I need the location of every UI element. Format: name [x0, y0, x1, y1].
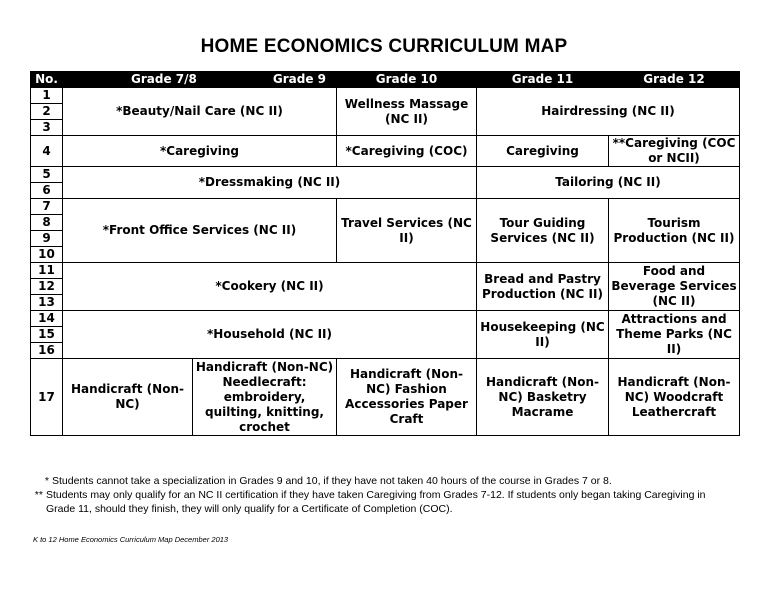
row-number: 6	[31, 183, 63, 199]
row-number: 7	[31, 199, 63, 215]
footnote	[33, 488, 713, 516]
cell-handicraft-12: Handicraft (Non-NC) Woodcraft Leathercraft	[609, 359, 740, 436]
cell-bread: Bread and Pastry Production (NC II)	[477, 263, 609, 311]
cell-front-office: *Front Office Services (NC II)	[63, 199, 337, 263]
cell-caregiving-11: Caregiving	[477, 136, 609, 167]
cell-handicraft-10: Handicraft (Non-NC) Fashion Accessories Paper Craft	[337, 359, 477, 436]
cell-caregiving-10: *Caregiving (COC)	[337, 136, 477, 167]
cell-travel: Travel Services (NC II)	[337, 199, 477, 263]
header-grade11: Grade 11	[477, 72, 609, 88]
row-number: 16	[31, 343, 63, 359]
cell-tailoring: Tailoring (NC II)	[477, 167, 740, 199]
cell-tourism: Tourism Production (NC II)	[609, 199, 740, 263]
row-number: 17	[31, 359, 63, 436]
footnote-mark: *	[44, 475, 49, 487]
header-grade9: Grade 9	[272, 72, 326, 86]
footnote-mark: **	[34, 489, 43, 501]
header-grade12: Grade 12	[609, 72, 740, 88]
row-number: 11	[31, 263, 63, 279]
cell-wellness: Wellness Massage (NC II)	[337, 88, 477, 136]
row-number: 13	[31, 295, 63, 311]
footnotes	[33, 474, 713, 516]
row-number: 15	[31, 327, 63, 343]
cell-handicraft-9: Handicraft (Non-NC) Needlecraft: embroidery, quilting, knitting, crochet	[193, 359, 337, 436]
curriculum-table	[30, 71, 740, 436]
document-footer: K to 12 Home Economics Curriculum Map December 2013	[33, 535, 229, 544]
header-no: No.	[31, 72, 63, 88]
footnote-text: Students cannot take a specialization in Grades 9 and 10, if they have not taken 40 hours of the course in Grades 7 or 8.	[52, 475, 612, 487]
cell-handicraft-11: Handicraft (Non-NC) Basketry Macrame	[477, 359, 609, 436]
cell-handicraft-78: Handicraft (Non-NC)	[63, 359, 193, 436]
row-number: 2	[31, 104, 63, 120]
header-grade10: Grade 10	[337, 72, 477, 88]
cell-tour-guiding: Tour Guiding Services (NC II)	[477, 199, 609, 263]
cell-caregiving-12: **Caregiving (COC or NCII)	[609, 136, 740, 167]
row-number: 1	[31, 88, 63, 104]
cell-attractions: Attractions and Theme Parks (NC II)	[609, 311, 740, 359]
page-title: HOME ECONOMICS CURRICULUM MAP	[200, 36, 568, 57]
header-grade78: Grade 7/8	[131, 72, 197, 86]
header-row	[31, 72, 740, 88]
row-number: 12	[31, 279, 63, 295]
footnote	[33, 474, 713, 488]
cell-cookery: *Cookery (NC II)	[63, 263, 477, 311]
cell-caregiving-78-9: *Caregiving	[63, 136, 337, 167]
row-number: 5	[31, 167, 63, 183]
footnote-text: Students may only qualify for an NC II certification if they have taken Caregiving from Grades 7-12. If students only began taking Caregiving in Grade 11, should they finish, they will only qualify for a Certificate of Completion (COC).	[45, 489, 706, 515]
cell-food-bev: Food and Beverage Services (NC II)	[609, 263, 740, 311]
row-number: 4	[31, 136, 63, 167]
cell-hairdressing: Hairdressing (NC II)	[477, 88, 740, 136]
row-number: 3	[31, 120, 63, 136]
row-number: 9	[31, 231, 63, 247]
row-number: 14	[31, 311, 63, 327]
cell-beauty: *Beauty/Nail Care (NC II)	[63, 88, 337, 136]
header-grade78-9	[63, 72, 337, 88]
cell-household: *Household (NC II)	[63, 311, 477, 359]
cell-dressmaking: *Dressmaking (NC II)	[63, 167, 477, 199]
row-number: 8	[31, 215, 63, 231]
row-number: 10	[31, 247, 63, 263]
cell-housekeeping: Housekeeping (NC II)	[477, 311, 609, 359]
